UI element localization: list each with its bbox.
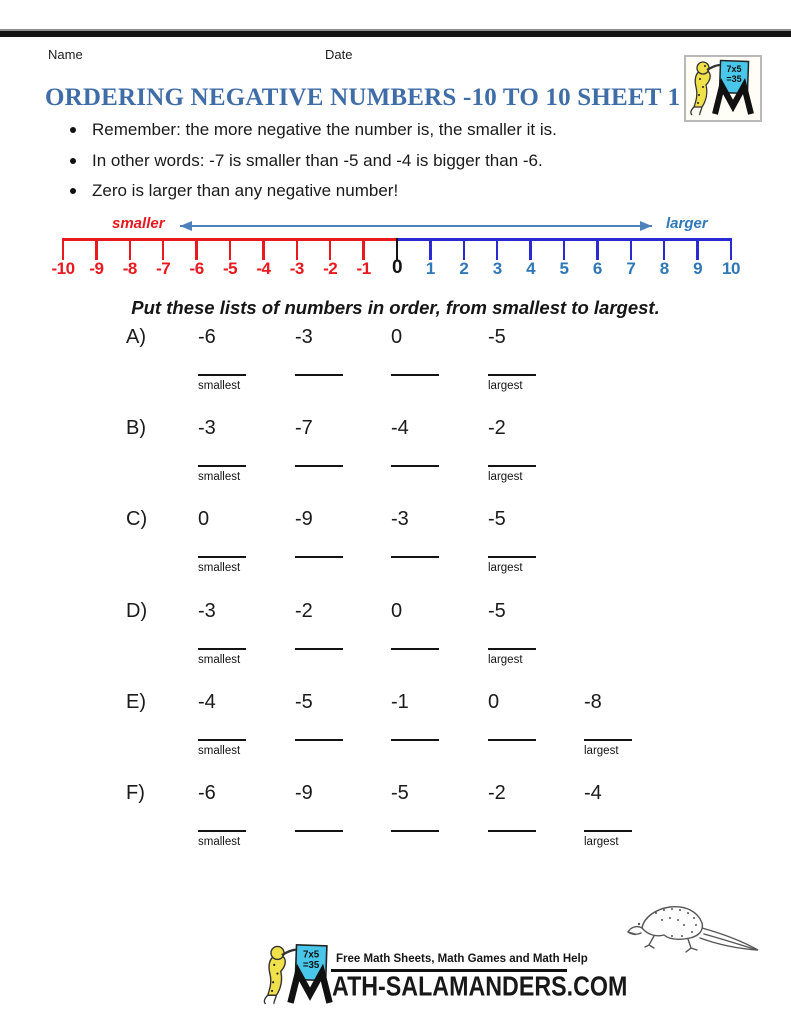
date-label: Date	[325, 47, 353, 62]
problem-number: -3	[391, 508, 409, 531]
answer-blank[interactable]	[198, 554, 246, 558]
numberline-label: -2	[323, 259, 338, 278]
blank-sublabel: largest	[488, 653, 523, 666]
blank-sublabel: smallest	[198, 836, 241, 848]
numberline-label: 5	[559, 259, 569, 278]
bullet-item	[66, 119, 557, 140]
problem-number: -4	[391, 417, 409, 440]
numberline-tick	[563, 238, 566, 260]
numberline-tick	[696, 238, 699, 260]
numberline-tick	[496, 238, 499, 260]
numberline-label: -9	[89, 259, 104, 278]
numberline-label: -10	[51, 259, 75, 278]
problem-number: -8	[584, 690, 602, 713]
problem-number: -5	[295, 690, 313, 713]
answer-blank[interactable]	[198, 646, 246, 650]
numberline-label: 3	[492, 259, 502, 278]
blank-sublabel: largest	[584, 836, 619, 848]
math-salamanders-logo	[684, 55, 762, 122]
numberline-label: -8	[122, 259, 137, 278]
numberline-label: 7	[626, 259, 636, 278]
answer-blank[interactable]	[391, 554, 439, 558]
problem-number: -5	[488, 599, 506, 622]
logo-board-text2: =35	[726, 74, 742, 84]
problem-row	[0, 326, 791, 401]
problem-row	[0, 691, 791, 766]
numberline-label: -1	[356, 259, 371, 278]
smaller-direction-label: smaller	[112, 215, 165, 232]
numberline-tick	[630, 238, 633, 260]
numberline-label: 4	[526, 259, 536, 278]
numberline-label: -6	[189, 259, 204, 278]
footer-site-name: ATH-SALAMANDERS.COM	[332, 971, 628, 1003]
numberline-tick	[229, 238, 232, 260]
numberline-tick	[596, 238, 599, 260]
answer-blank[interactable]	[488, 737, 536, 741]
answer-blank[interactable]	[391, 372, 439, 376]
arrow-left-icon	[180, 221, 192, 231]
footer-tagline: Free Math Sheets, Math Games and Math Help	[336, 953, 588, 965]
larger-direction-label: larger	[666, 215, 708, 232]
answer-blank[interactable]	[391, 737, 439, 741]
problem-number: -5	[391, 782, 409, 804]
problem-number: -9	[295, 508, 313, 531]
worksheet-instruction: Put these lists of numbers in order, from smallest to largest.	[131, 297, 660, 318]
bullet-text: Remember: the more negative the number is, the smaller it is.	[92, 120, 557, 139]
problem-row	[0, 600, 791, 675]
blank-sublabel: largest	[488, 380, 523, 392]
numberline-label: -7	[156, 259, 171, 278]
logo-board-text1: 7x5	[726, 64, 742, 74]
numberline-tick	[529, 238, 532, 260]
name-label: Name	[48, 47, 83, 62]
numberline-label: -3	[289, 259, 304, 278]
blank-sublabel: smallest	[198, 653, 241, 666]
problem-number: 0	[198, 508, 210, 531]
answer-blank[interactable]	[295, 646, 343, 650]
problem-row	[0, 782, 791, 857]
arrow-right-icon	[640, 221, 652, 231]
blank-sublabel: largest	[488, 562, 523, 575]
answer-blank[interactable]	[488, 372, 536, 376]
answer-blank[interactable]	[488, 646, 536, 650]
numberline-tick	[95, 238, 98, 260]
answer-blank[interactable]	[584, 737, 632, 741]
answer-blank[interactable]	[391, 463, 439, 467]
problem-number: 0	[391, 599, 403, 622]
numberline-tick	[329, 238, 332, 260]
numberline-label: -5	[222, 259, 238, 278]
bullet-text: In other words: -7 is smaller than -5 and -4 is bigger than -6.	[92, 150, 543, 170]
problem-number: -4	[584, 782, 602, 804]
answer-blank[interactable]	[198, 737, 246, 741]
problem-number: -3	[295, 326, 313, 348]
numberline-tick	[296, 238, 299, 260]
numberline-tick	[362, 238, 365, 260]
problem-label: E)	[126, 690, 146, 713]
numberline-label: 8	[659, 259, 669, 278]
problem-label: C)	[126, 508, 148, 531]
instruction-bullets	[66, 119, 557, 211]
numberline-label: 2	[459, 259, 469, 278]
blank-sublabel: smallest	[198, 380, 241, 392]
answer-blank[interactable]	[295, 463, 343, 467]
salamander-drawing	[622, 890, 770, 960]
answer-blank[interactable]	[488, 554, 536, 558]
numberline-label: 9	[693, 259, 703, 278]
answer-blank[interactable]	[295, 554, 343, 558]
answer-blank[interactable]	[488, 828, 536, 832]
footer-logo	[258, 941, 336, 1010]
problem-label: F)	[126, 782, 145, 804]
answer-blank[interactable]	[198, 828, 246, 832]
bullet-icon	[70, 188, 76, 194]
problem-row	[0, 508, 791, 583]
answer-blank[interactable]	[198, 463, 246, 467]
bullet-icon	[70, 158, 76, 164]
numberline-tick	[730, 238, 733, 260]
direction-arrow	[168, 218, 664, 234]
problem-number: -5	[488, 508, 506, 531]
numberline-label: 1	[425, 259, 435, 278]
page-title: ORDERING NEGATIVE NUMBERS -10 TO 10 SHEET 1	[45, 84, 681, 111]
numberline-label: 6	[592, 259, 602, 278]
numberline-label: 0	[391, 257, 403, 278]
answer-blank[interactable]	[391, 646, 439, 650]
bullet-icon	[70, 127, 76, 133]
problem-number: -6	[198, 782, 216, 804]
problem-label: D)	[126, 599, 148, 622]
problem-number: -4	[198, 690, 216, 713]
numberline-tick	[463, 238, 466, 260]
blank-sublabel: largest	[584, 744, 619, 757]
numberline-tick	[62, 238, 65, 260]
numberline-tick	[262, 238, 265, 260]
problem-number: 0	[488, 690, 500, 713]
problem-number: -6	[198, 326, 216, 348]
bullet-text: Zero is larger than any negative number!	[92, 181, 399, 200]
numberline-tick	[663, 238, 666, 260]
answer-blank[interactable]	[295, 828, 343, 832]
problem-number: -2	[295, 599, 313, 622]
svg-text:=35: =35	[302, 960, 320, 972]
answer-blank[interactable]	[295, 372, 343, 376]
blank-sublabel: largest	[488, 471, 523, 484]
numberline-label: 10	[722, 259, 740, 278]
problem-row	[0, 417, 791, 492]
top-divider-bar	[0, 29, 791, 37]
numberline-tick	[162, 238, 165, 260]
problem-number: -2	[488, 417, 506, 440]
svg-text:7x5: 7x5	[302, 949, 320, 961]
problem-number: -3	[198, 599, 216, 622]
problem-number: 0	[391, 326, 403, 348]
numberline-tick	[429, 238, 432, 260]
problem-number: -3	[198, 417, 216, 440]
answer-blank[interactable]	[295, 737, 343, 741]
answer-blank[interactable]	[198, 372, 246, 376]
salamander-mascot-icon	[686, 57, 756, 116]
problem-label: B)	[126, 417, 146, 440]
bullet-item	[66, 180, 557, 201]
numberline-tick	[129, 238, 132, 260]
blank-sublabel: smallest	[198, 562, 241, 575]
problem-number: -5	[488, 326, 506, 348]
problem-number: -2	[488, 782, 506, 804]
answer-blank[interactable]	[391, 828, 439, 832]
answer-blank[interactable]	[584, 828, 632, 832]
bullet-item	[66, 150, 557, 171]
problem-number: -1	[391, 690, 409, 713]
blank-sublabel: smallest	[198, 471, 241, 484]
footer-salamander-icon	[258, 941, 336, 1005]
blank-sublabel: smallest	[198, 744, 241, 757]
numberline-tick	[195, 238, 198, 260]
problem-number: -7	[295, 417, 313, 440]
answer-blank[interactable]	[488, 463, 536, 467]
problem-label: A)	[126, 326, 146, 348]
problem-number: -9	[295, 782, 313, 804]
numberline-label: -4	[256, 259, 271, 278]
